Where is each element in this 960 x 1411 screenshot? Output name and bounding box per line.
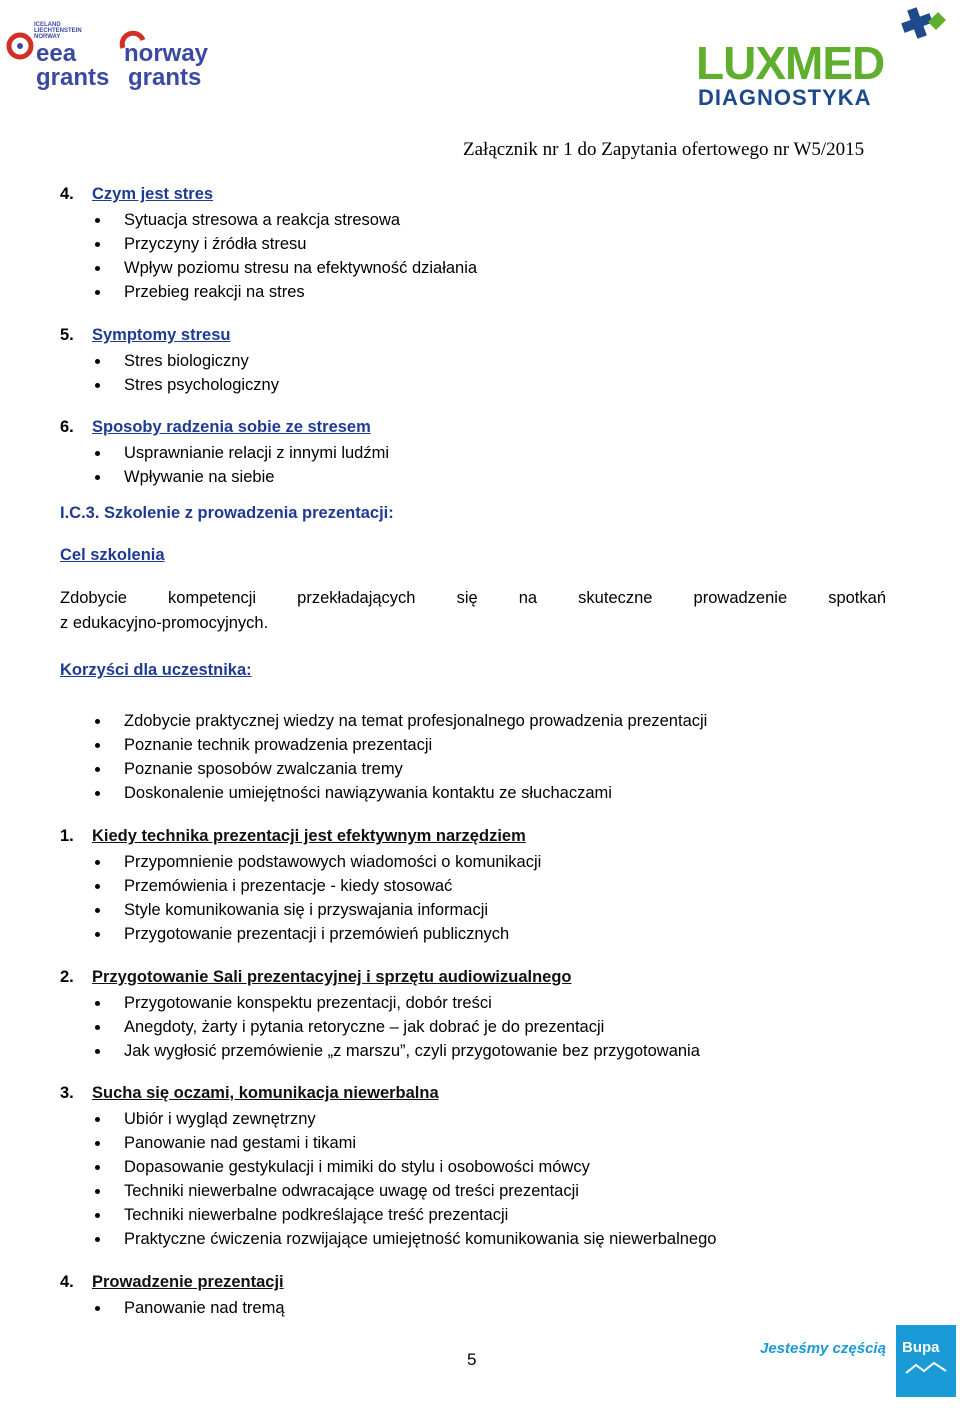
eea-small-line: NORWAY bbox=[34, 34, 61, 40]
section-number: 5. bbox=[60, 326, 74, 344]
list-item: Panowanie nad tremą bbox=[60, 1296, 285, 1320]
eea-grants-text: grants bbox=[36, 64, 110, 91]
list-item: Przygotowanie konspektu prezentacji, dobór treści bbox=[60, 991, 700, 1015]
list-item: Stres psychologiczny bbox=[60, 373, 279, 397]
eea-grants-logo bbox=[6, 22, 116, 94]
section-number: 3. bbox=[60, 1084, 74, 1102]
eea-small-line: ICELAND bbox=[34, 22, 61, 28]
luxmed-diagnostyka-text: DIAGNOSTYKA bbox=[698, 85, 872, 110]
list-item: Praktyczne ćwiczenia rozwijające umiejętność komunikowania się niewerbalnego bbox=[60, 1227, 716, 1251]
section-heading bbox=[60, 968, 572, 987]
list-item: Stres biologiczny bbox=[60, 349, 279, 373]
list-item: Style komunikowania się i przyswajania informacji bbox=[60, 898, 541, 922]
list-item: Poznanie technik prowadzenia prezentacji bbox=[60, 733, 707, 757]
section-heading bbox=[60, 185, 213, 204]
section-number: 1. bbox=[60, 827, 74, 845]
section-number: 4. bbox=[60, 185, 74, 203]
goal-text-line2: z edukacyjno-promocyjnych. bbox=[60, 614, 269, 632]
bupa-slogan: Jesteśmy częścią bbox=[760, 1340, 886, 1357]
list-item: Dopasowanie gestykulacji i mimiki do stylu i osobowości mówcy bbox=[60, 1155, 716, 1179]
eea-small-line: LIECHTENSTEIN bbox=[34, 28, 82, 34]
list-item: Przygotowanie prezentacji i przemówień publicznych bbox=[60, 922, 541, 946]
section-title: Sposoby radzenia sobie ze stresem bbox=[92, 418, 371, 436]
goal-label: Cel szkolenia bbox=[60, 546, 165, 564]
training-heading: I.C.3. Szkolenie z prowadzenia prezentacji: bbox=[60, 504, 394, 522]
list-item: Zdobycie praktycznej wiedzy na temat profesjonalnego prowadzenia prezentacji bbox=[60, 709, 707, 733]
goal-text-line1: Zdobycie kompetencji przekładających się na skuteczne prowadzenie spotkań bbox=[60, 589, 886, 607]
norway-grants-logo bbox=[118, 22, 228, 94]
luxmed-text: LUXMED bbox=[696, 37, 885, 89]
bullet-list bbox=[60, 441, 389, 489]
list-item: Przypomnienie podstawowych wiadomości o komunikacji bbox=[60, 850, 541, 874]
section-heading bbox=[60, 1084, 439, 1103]
bullet-list bbox=[60, 1296, 285, 1320]
list-item: Techniki niewerbalne odwracające uwagę od treści prezentacji bbox=[60, 1179, 716, 1203]
list-item: Przebieg reakcji na stres bbox=[60, 280, 477, 304]
page-number: 5 bbox=[467, 1350, 477, 1369]
list-item: Wpływanie na siebie bbox=[60, 465, 389, 489]
section-heading bbox=[60, 326, 230, 345]
list-item: Usprawnianie relacji z innymi ludźmi bbox=[60, 441, 389, 465]
list-item: Przemówienia i prezentacje - kiedy stosować bbox=[60, 874, 541, 898]
attachment-reference: Załącznik nr 1 do Zapytania ofertowego nr W5/2015 bbox=[463, 139, 865, 160]
section-title: Kiedy technika prezentacji jest efektywnym narzędziem bbox=[92, 827, 526, 845]
section-title: Czym jest stres bbox=[92, 185, 214, 203]
list-item: Sytuacja stresowa a reakcja stresowa bbox=[60, 208, 477, 232]
bullet-list bbox=[60, 349, 279, 397]
section-title: Przygotowanie Sali prezentacyjnej i sprzętu audiowizualnego bbox=[92, 968, 572, 986]
section-heading bbox=[60, 1273, 284, 1292]
bupa-logo-text: Bupa bbox=[902, 1339, 940, 1356]
section-title: Prowadzenie prezentacji bbox=[92, 1273, 284, 1291]
list-item: Panowanie nad gestami i tikami bbox=[60, 1131, 716, 1155]
list-item: Jak wygłosić przemówienie „z marszu”, czyli przygotowanie bez przygotowania bbox=[60, 1039, 700, 1063]
bullet-list bbox=[60, 208, 477, 304]
benefits-list bbox=[60, 709, 707, 805]
bupa-logo bbox=[896, 1325, 956, 1397]
luxmed-logo bbox=[696, 4, 958, 114]
norway-text: norway bbox=[124, 40, 209, 67]
list-item: Techniki niewerbalne podkreślające treść prezentacji bbox=[60, 1203, 716, 1227]
section-title: Symptomy stresu bbox=[92, 326, 231, 344]
bullet-list bbox=[60, 1107, 716, 1251]
list-item: Doskonalenie umiejętności nawiązywania kontaktu ze słuchaczami bbox=[60, 781, 707, 805]
norway-grants-text: grants bbox=[128, 64, 202, 91]
list-item: Poznanie sposobów zwalczania tremy bbox=[60, 757, 707, 781]
section-title: Sucha się oczami, komunikacja niewerbalna bbox=[92, 1084, 439, 1102]
list-item: Anegdoty, żarty i pytania retoryczne – jak dobrać je do prezentacji bbox=[60, 1015, 700, 1039]
benefits-label: Korzyści dla uczestnika: bbox=[60, 661, 252, 679]
eea-text: eea bbox=[36, 40, 77, 67]
section-number: 6. bbox=[60, 418, 74, 436]
bullet-list bbox=[60, 991, 700, 1063]
list-item: Wpływ poziomu stresu na efektywność działania bbox=[60, 256, 477, 280]
section-heading bbox=[60, 827, 526, 846]
section-number: 2. bbox=[60, 968, 74, 986]
section-number: 4. bbox=[60, 1273, 74, 1291]
list-item: Przyczyny i źródła stresu bbox=[60, 232, 477, 256]
bullet-list bbox=[60, 850, 541, 946]
section-heading bbox=[60, 418, 371, 437]
list-item: Ubiór i wygląd zewnętrzny bbox=[60, 1107, 716, 1131]
